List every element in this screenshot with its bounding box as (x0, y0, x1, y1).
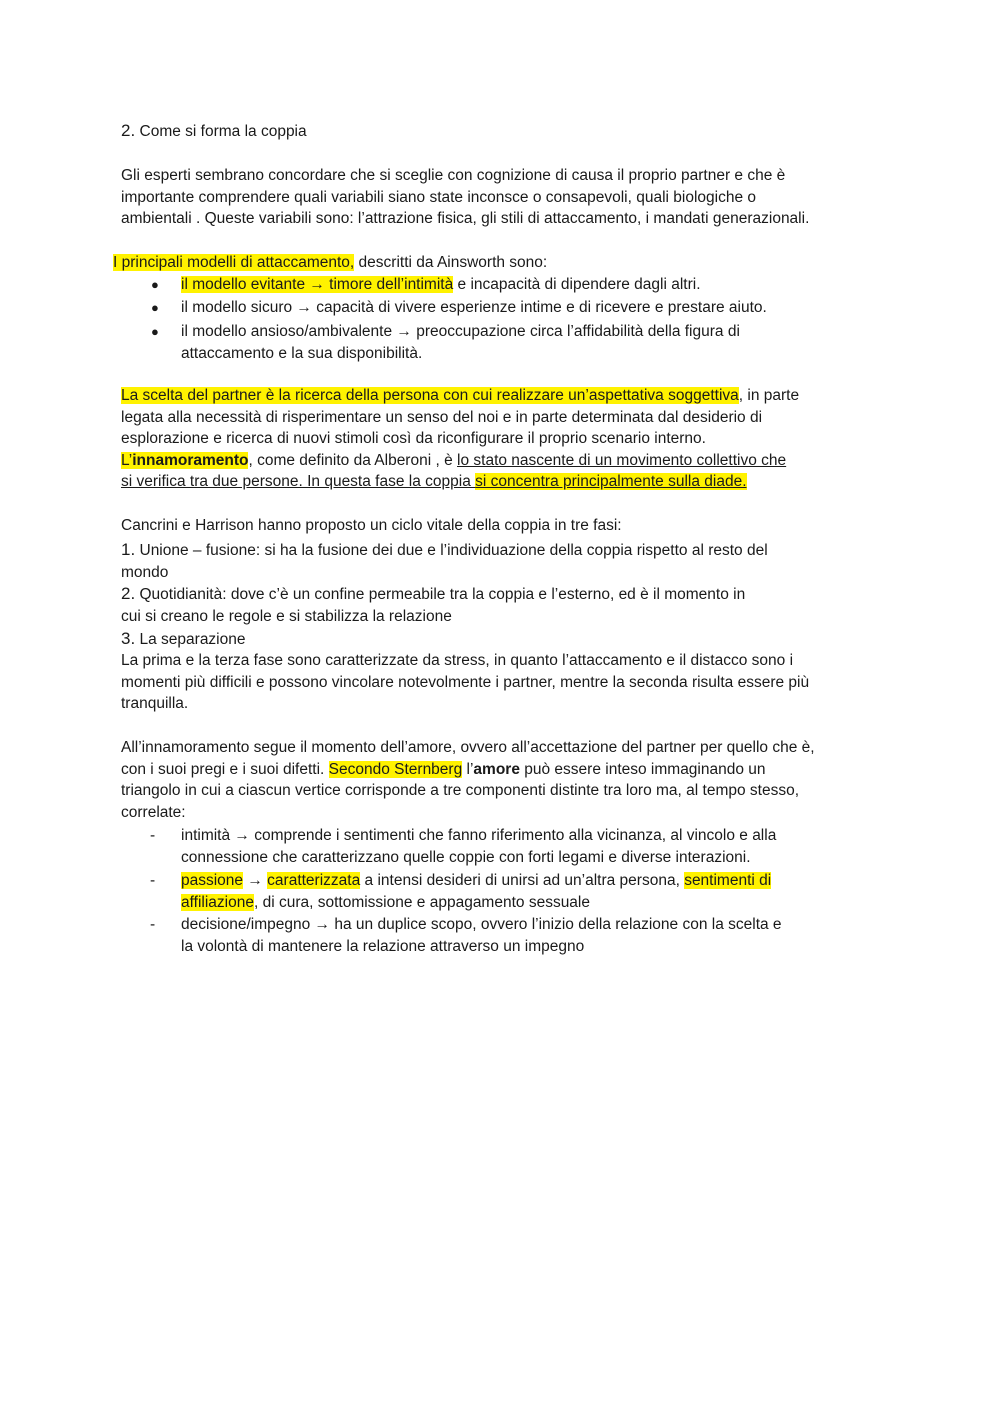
list-item (181, 914, 782, 957)
highlighted-text: caratterizzata (267, 872, 361, 889)
cycle-intro: Cancrini e Harrison hanno proposto un ciclo vitale della coppia in tre fasi: (121, 517, 622, 534)
text-line (121, 539, 768, 562)
text-span: a intensi desideri di unirsi ad un’altra persona, (360, 872, 685, 889)
underlined-text: lo stato nascente di un movimento collettivo che (457, 451, 787, 469)
text-span: Quotidianità: dove c’è un confine permeabile tra la coppia e l’esterno, ed è il momento in (135, 586, 746, 603)
highlighted-text: sentimenti di (684, 872, 772, 889)
text-line: momenti più difficili e possono vincolare notevolmente i partner, mentre la seconda risulta essere più (121, 673, 810, 691)
phase-number: 1. (121, 540, 136, 559)
text-line (121, 385, 799, 407)
list-item (181, 321, 740, 364)
text-span: , di cura, sottomissione e appagamento sessuale (253, 893, 590, 911)
text-span: L’ (121, 451, 133, 469)
cycle-summary (121, 650, 809, 715)
highlighted-text: il modello evitante → timore dell’intimità (181, 276, 454, 293)
text-line: decisione/impegno → ha un duplice scopo, ovvero l’inizio della relazione con la scelta e (181, 916, 782, 933)
text-line: correlate: (121, 803, 186, 821)
text-line (121, 583, 745, 606)
text-line: connessione che caratterizzano quelle coppie con forti legami e diverse interazioni. (181, 848, 751, 866)
choice-paragraph (121, 385, 799, 493)
text-line: ambientali . Queste variabili sono: l’attrazione fisica, gli stili di attaccamento, i mandati generazionali. (121, 210, 810, 227)
text-span: → (243, 872, 268, 889)
highlighted-text: Secondo Sternberg (328, 760, 463, 778)
text-span: con i suoi pregi e i suoi difetti. (121, 760, 329, 778)
text-line: cui si creano le regole e si stabilizza la relazione (121, 607, 452, 625)
text-span: , in parte (738, 387, 800, 404)
bullet-icon: ● (151, 300, 159, 315)
dash-marker: - (150, 916, 156, 933)
section-title: Come si forma la coppia (139, 123, 307, 140)
love-paragraph (121, 737, 815, 823)
highlighted-text (121, 452, 248, 469)
text-line: importante comprendere quali variabili siano state inconsce o consapevoli, quali biologiche o (121, 188, 757, 206)
list-item (181, 274, 701, 296)
list-item (181, 870, 771, 913)
text-line: Gli esperti sembrano concordare che si sceglie con cognizione di causa il proprio partner e che è (121, 167, 786, 184)
section-number: 2. (121, 121, 136, 140)
text-line: mondo (121, 563, 169, 581)
dash-marker: - (150, 827, 156, 844)
intro-paragraph (121, 165, 809, 230)
text-line: esplorazione e ricerca di nuovi stimoli così da riconfigurare il proprio scenario interno. (121, 430, 706, 447)
text-line (181, 870, 771, 892)
text-line: tranquilla. (121, 695, 189, 712)
text-line (121, 450, 799, 472)
cycle-phase-1 (121, 539, 768, 583)
text-span: , come definito da Alberoni , è (248, 451, 458, 469)
highlighted-text: I principali modelli di attaccamento, (113, 254, 355, 271)
highlighted-text: affiliazione (181, 893, 254, 911)
underlined-text: si verifica tra due persone. In questa fase la coppia (121, 473, 476, 490)
text-span: Unione – fusione: si ha la fusione dei due e l’individuazione della coppia rispetto al resto del (135, 542, 768, 559)
text-line: La prima e la terza fase sono caratterizzate da stress, in quanto l’attaccamento e il distacco sono i (121, 652, 794, 669)
bullet-icon: ● (151, 277, 159, 292)
bold-term: amore (473, 760, 520, 778)
cycle-phase-2 (121, 583, 745, 627)
phase-number: 2. (121, 584, 136, 603)
highlighted-text: si concentra principalmente sulla diade. (475, 473, 747, 490)
cycle-phase-3 (121, 628, 246, 651)
models-lead (113, 252, 547, 274)
text-line: triangolo in cui a ciascun vertice corrisponde a tre componenti distinte tra loro ma, al tempo stesso, (121, 782, 800, 799)
text-line: All’innamoramento segue il momento dell’amore, ovvero all’accettazione del partner per quello che è, (121, 739, 815, 756)
text-span: e incapacità di dipendere dagli altri. (453, 276, 701, 293)
text-line (121, 471, 799, 493)
bullet-icon: ● (151, 324, 159, 339)
text-line: la volontà di mantenere la relazione attraverso un impegno (181, 937, 585, 955)
text-line: legata alla necessità di risperimentare un senso del noi e in parte determinata dal desiderio di (121, 408, 763, 426)
dash-marker: - (150, 872, 156, 889)
text-span: descritti da Ainsworth sono: (354, 254, 548, 271)
list-item (181, 825, 776, 868)
text-line (121, 759, 815, 781)
highlighted-text: La scelta del partner è la ricerca della persona con cui realizzare un’aspettativa soggettiva (121, 387, 739, 404)
text-span: La separazione (135, 631, 246, 648)
phase-number: 3. (121, 629, 136, 648)
text-line (181, 892, 771, 914)
text-line: attaccamento e la sua disponibilità. (181, 344, 423, 362)
text-span: può essere inteso immaginando un (519, 760, 766, 778)
section-heading (121, 120, 307, 143)
text-span: l’ (462, 760, 474, 778)
list-item: il modello sicuro → capacità di vivere esperienze intime e di ricevere e prestare aiuto. (181, 299, 767, 316)
text-line: il modello ansioso/ambivalente → preoccupazione circa l’affidabilità della figura di (181, 323, 740, 340)
bold-term: innamoramento (132, 451, 249, 469)
highlighted-text: passione (181, 872, 244, 889)
text-line: intimità → comprende i sentimenti che fanno riferimento alla vicinanza, al vincolo e alla (181, 827, 777, 844)
